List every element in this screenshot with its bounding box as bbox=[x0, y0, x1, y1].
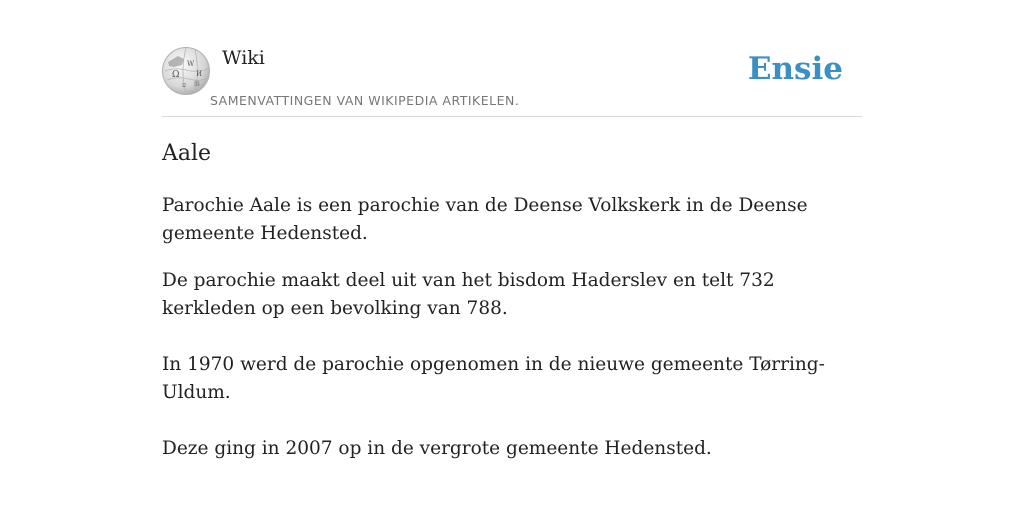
article-paragraph: Deze ging in 2007 op in de vergrote gemeente Hedensted. bbox=[162, 438, 712, 459]
site-header bbox=[162, 40, 862, 117]
wiki-title-link[interactable]: Wiki bbox=[222, 47, 265, 69]
site-tagline: SAMENVATTINGEN VAN WIKIPEDIA ARTIKELEN. bbox=[210, 93, 520, 108]
svg-text:W: W bbox=[187, 60, 195, 68]
article-content bbox=[162, 136, 862, 463]
article-paragraph: De parochie maakt deel uit van het bisdom Haderslev en telt 732 kerkleden op een bevolking van 788. bbox=[162, 270, 775, 319]
svg-text:Ω: Ω bbox=[172, 70, 180, 80]
svg-text:И: И bbox=[196, 70, 203, 78]
svg-text:ע: ע bbox=[182, 81, 186, 89]
article-paragraph: Parochie Aale is een parochie van de Deense Volkskerk in de Deense gemeente Hedensted. bbox=[162, 195, 808, 244]
ensie-brand-link[interactable]: Ensie bbox=[747, 51, 843, 87]
article-title: Aale bbox=[162, 141, 212, 166]
wikipedia-globe-icon[interactable] bbox=[162, 47, 210, 95]
article-paragraph: In 1970 werd de parochie opgenomen in de nieuwe gemeente Tørring-Uldum. bbox=[162, 354, 825, 403]
svg-text:維: 維 bbox=[194, 81, 201, 88]
